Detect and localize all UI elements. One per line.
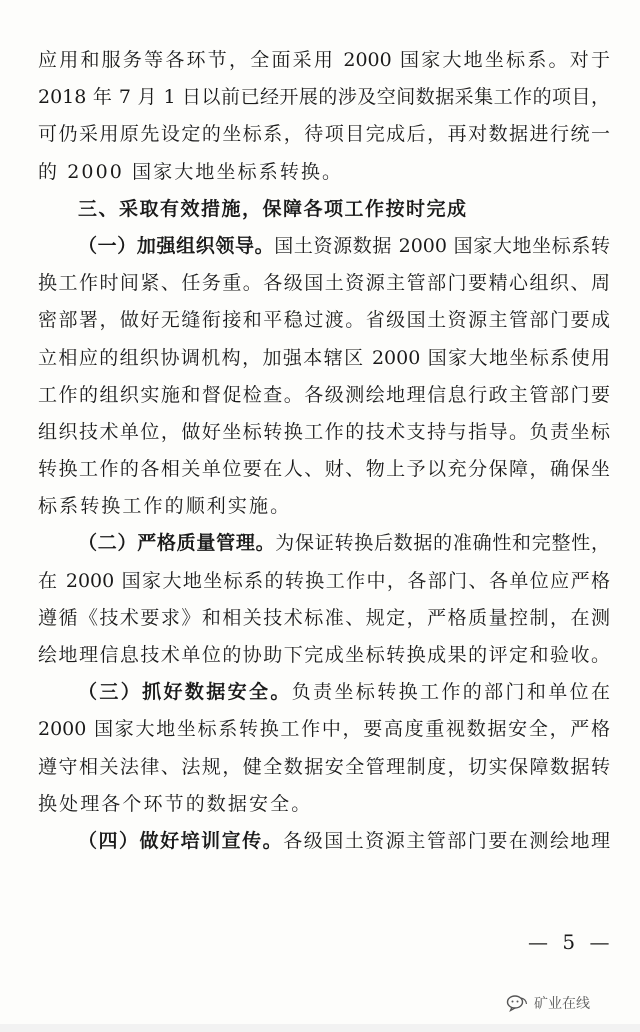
body-line: 转换工作的各相关单位要在人、财、物上予以充分保障，确保坐 [38,458,610,481]
paragraph-label: （三）抓好数据安全。 [78,681,292,704]
body-line: 可仍采用原先设定的坐标系，待项目完成后，再对数据进行统一 [38,123,610,146]
body-line: 的 2000 国家大地坐标系转换。 [38,160,344,183]
paragraph-first-line [38,525,610,562]
paragraph-first-line [38,228,610,265]
body-line: 遵循《技术要求》和相关技术标准、规定，严格质量控制，在测 [38,606,610,629]
paragraph-text: 各级国土资源主管部门要在测绘地理 [283,829,610,852]
body-line: 2018 年 7 月 1 日以前已经开展的涉及空间数据采集工作的项目， [38,86,610,109]
bottom-strip [0,1024,640,1032]
body-line: 组织技术单位，做好坐标转换工作的技术支持与指导。负责坐标 [38,420,610,443]
body-line: 遵守相关法律、法规，健全数据安全管理制度，切实保障数据转 [38,755,610,778]
body-line: 绘地理信息技术单位的协助下完成坐标转换成果的评定和验收。 [38,644,610,666]
body-line: 立相应的组织协调机构，加强本辖区 2000 国家大地坐标系使用 [38,346,610,369]
body-line: 2000 国家大地坐标系转换工作中，要高度重视数据安全，严格 [38,718,610,741]
body-line: 换工作时间紧、任务重。各级国土资源主管部门要精心组织、周 [38,272,610,295]
paragraph-text: 负责坐标转换工作的部门和单位在 [291,681,610,704]
watermark-text: 矿业在线 [534,996,590,1012]
paragraph-label: （一）加强组织领导。 [78,234,275,257]
paragraph-text: 国土资源数据 2000 国家大地坐标系转 [274,234,610,257]
paragraph-label: （二）严格质量管理。 [78,532,276,555]
body-line: 标系转换工作的顺利实施。 [38,495,292,518]
body-line: 密部署，做好无缝衔接和平稳过渡。省级国土资源主管部门要成 [38,309,610,332]
document-body [38,42,610,860]
watermark [506,990,590,1016]
paragraph-label: （四）做好培训宣传。 [78,829,284,852]
body-line: 换处理各个环节的数据安全。 [38,792,313,815]
paragraph-text: 为保证转换后数据的准确性和完整性， [275,532,610,555]
paragraph-first-line [38,823,610,860]
body-line: 应用和服务等各环节，全面采用 2000 国家大地坐标系。对于 [38,49,610,71]
page-number: — 5 — [528,930,614,954]
section-heading: 三、采取有效措施，保障各项工作按时完成 [78,197,468,220]
body-line: 工作的组织实施和督促检查。各级测绘地理信息行政主管部门要 [38,383,610,406]
paragraph-first-line [38,674,610,711]
wechat-official-account-icon [506,994,528,1012]
body-line: 在 2000 国家大地坐标系的转换工作中，各部门、各单位应严格 [38,569,610,592]
